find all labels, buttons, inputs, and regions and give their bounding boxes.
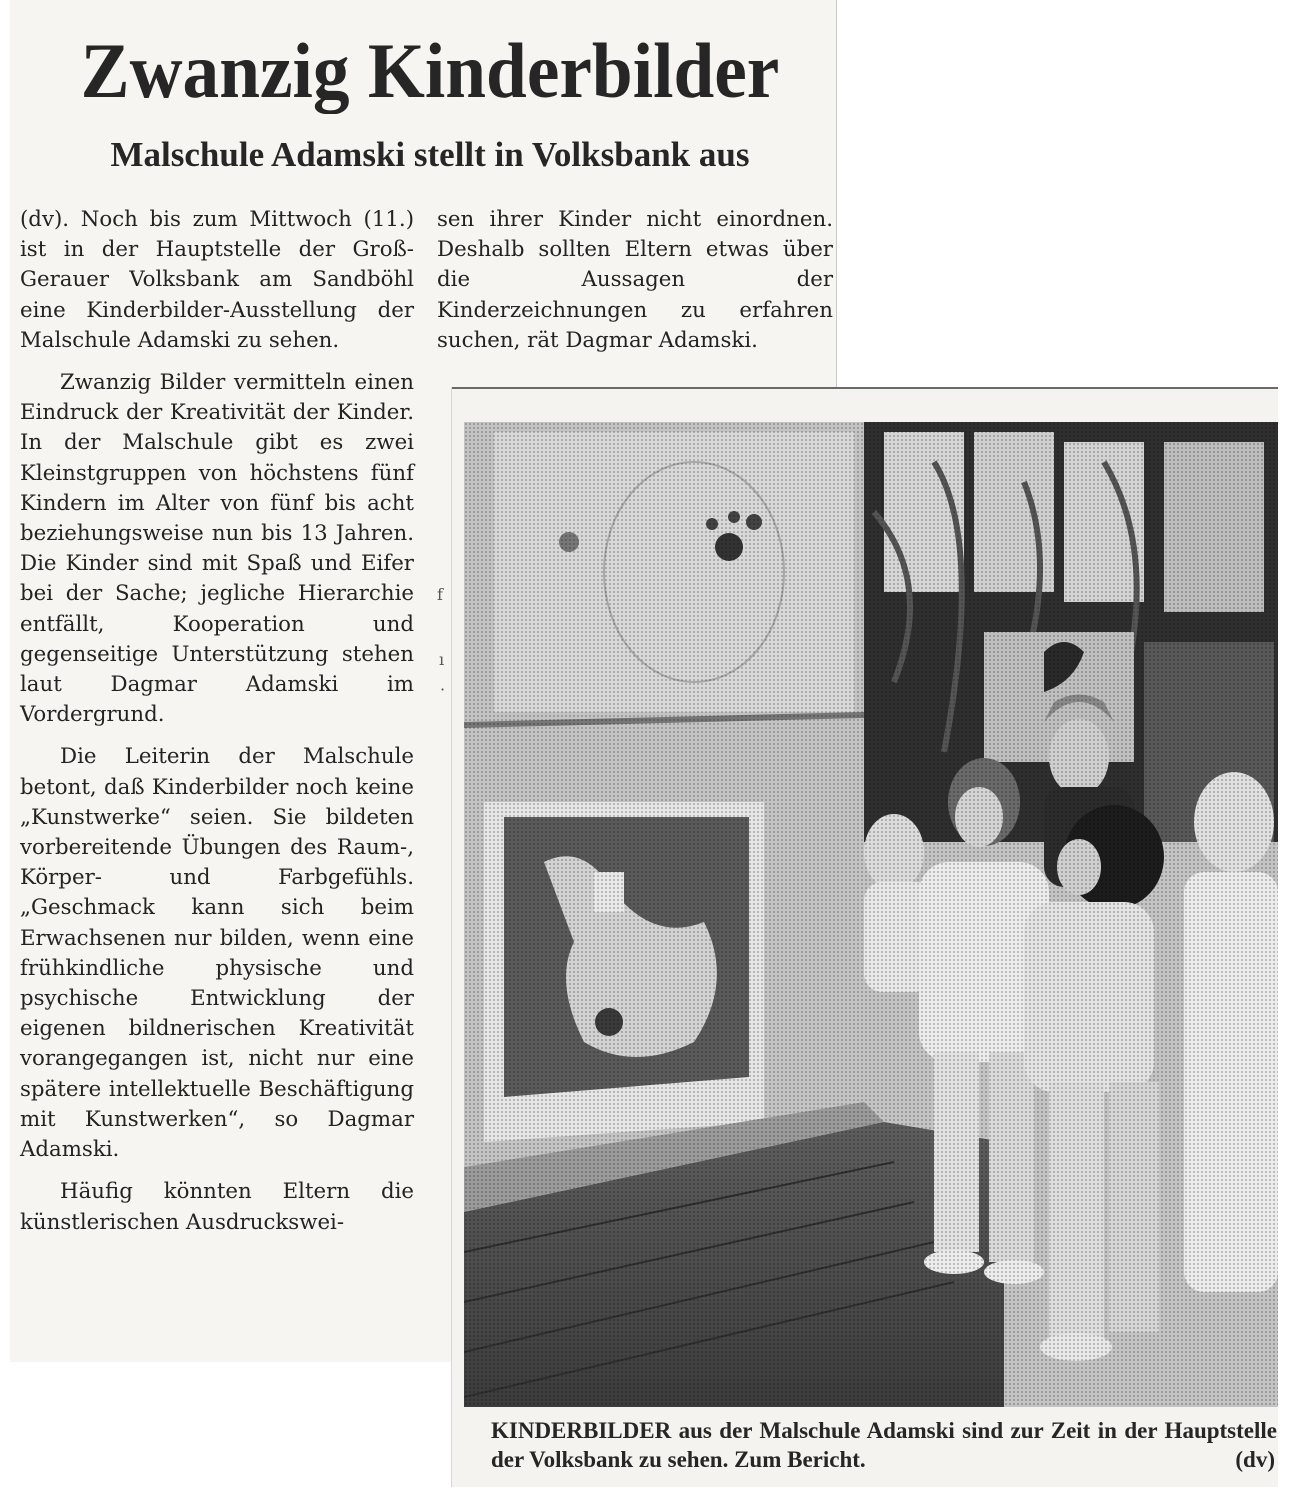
margin-mark: ı — [439, 650, 445, 669]
paragraph-1: (dv). Noch bis zum Mittwoch (11.) ist in der Hauptstelle der Groß-Gerauer Volksbank am Sandböhl eine Kinderbilder-Ausstellung der Malschule Adamski zu sehen. — [20, 207, 414, 353]
headline: Zwanzig Kinderbilder — [80, 27, 780, 114]
paragraph-4: Häufig könnten Eltern die künstlerischen Ausdruckswei- — [20, 1179, 414, 1235]
article-column-left — [20, 205, 414, 1238]
paragraph-5: sen ihrer Kinder nicht einordnen. Deshalb sollten Eltern etwas über die Aussagen der Kinderzeichnungen zu erfahren suchen, rät Dagmar Adamski. — [437, 207, 833, 353]
photo-children-viewing-paintings — [464, 422, 1278, 1407]
subheadline: Malschule Adamski stellt in Volksbank aus — [110, 135, 750, 174]
caption-text: KINDERBILDER aus der Malschule Adamski sind zur Zeit in der Hauptstelle der Volksbank zu sehen. Zum Bericht. — [491, 1418, 1277, 1472]
article-column-right — [437, 205, 833, 356]
paragraph-3: Die Leiterin der Malschule betont, daß Kinderbilder noch keine „Kunstwerke“ seien. Sie bildeten vorbereitende Übungen des Raum-, Körper- und Farbgefühls. „Geschmack kann sich beim Erwachsenen nur bilden, wenn eine frühkindliche physische und psychische Entwicklung der eigenen bildnerischen Kreativität vorangegangen ist, nicht nur eine spätere intellektuelle Beschäftigung mit Kunstwerken“, so Dagmar Adamski. — [20, 744, 414, 1163]
photo-caption — [491, 1416, 1277, 1474]
margin-mark: · — [440, 680, 446, 699]
photo-credit: (dv) — [1235, 1447, 1275, 1472]
paragraph-2: Zwanzig Bilder vermitteln einen Eindruck der Kreativität der Kinder. In der Malschule gibt es zwei Kleinstgruppen von höchstens fünf Kindern im Alter von fünf bis acht beziehungsweise nun bis 13 Jahren. Die Kinder sind mit Spaß und Eifer bei der Sache; jegliche Hierarchie entfällt, Kooperation und gegenseitige Unterstützung stehen laut Dagmar Adamski im Vordergrund. — [20, 370, 414, 728]
margin-mark: f — [437, 585, 443, 604]
